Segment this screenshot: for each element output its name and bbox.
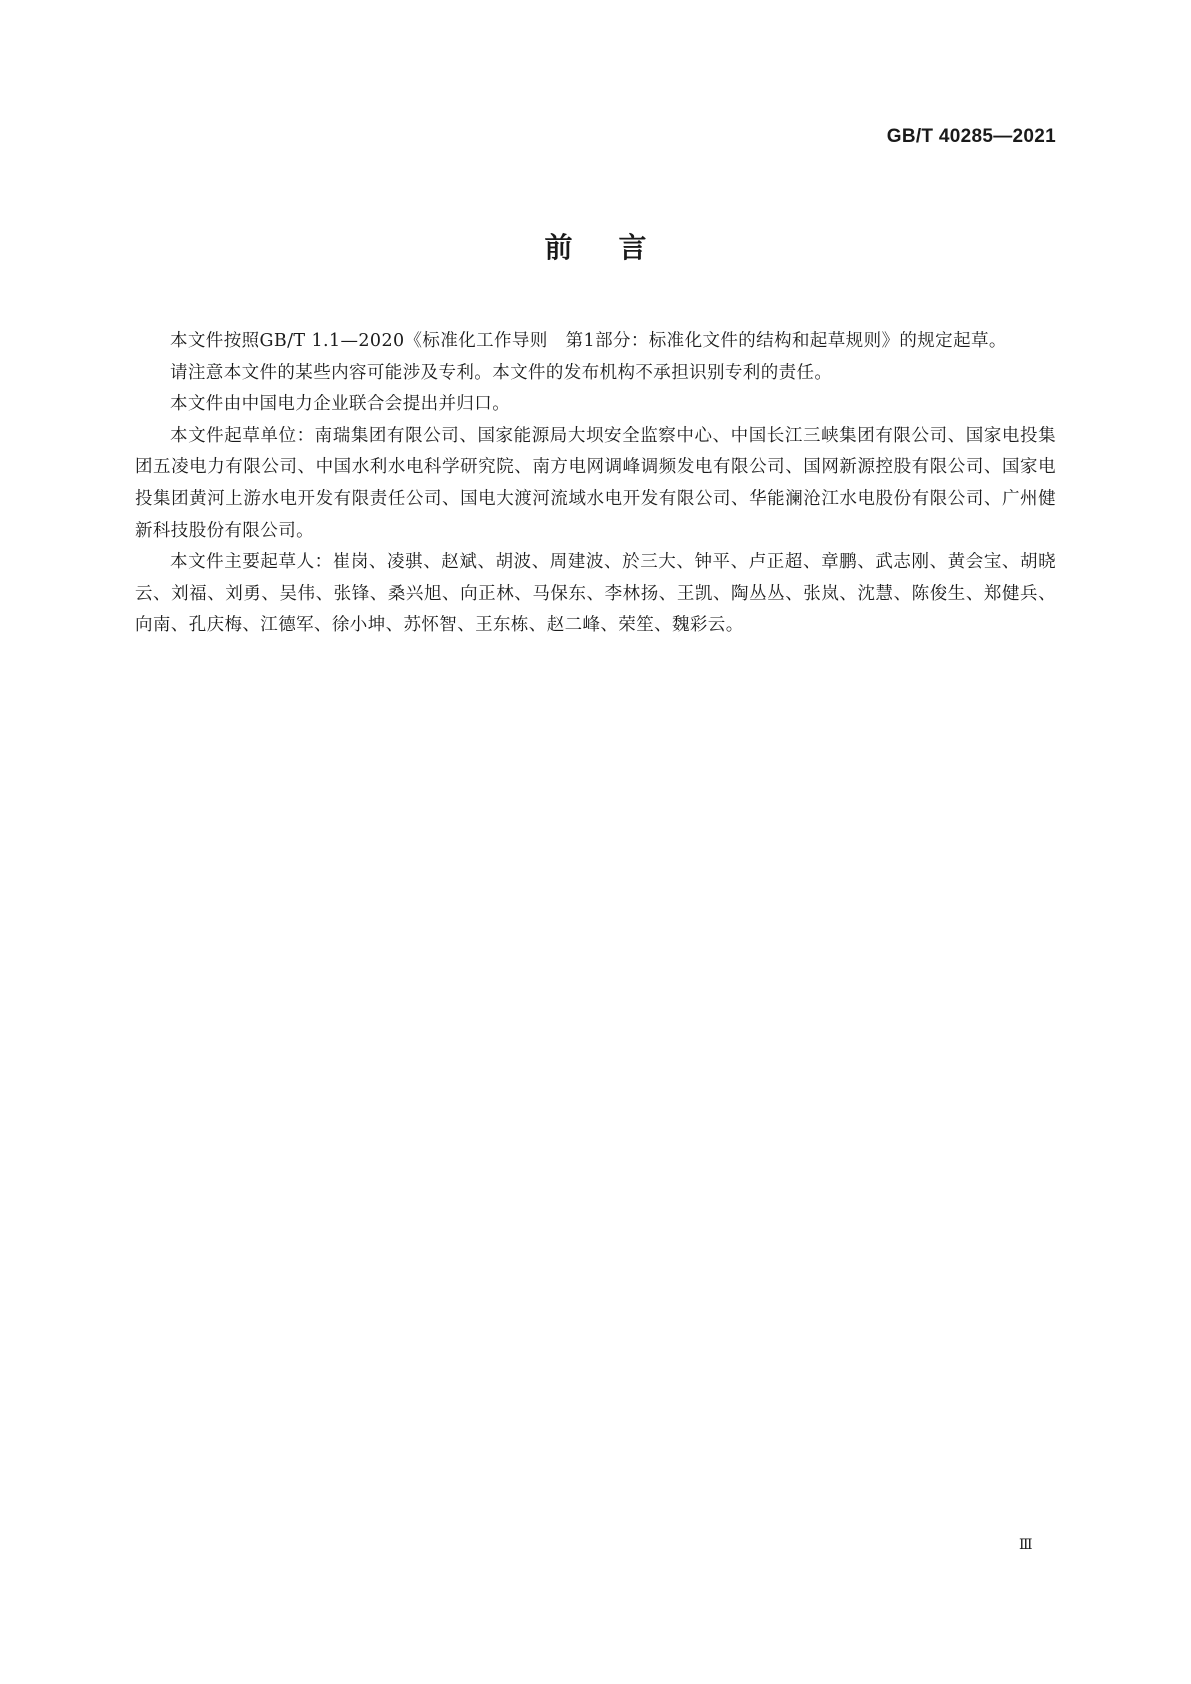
paragraph-drafting-rules: 本文件按照GB/T 1.1—2020《标准化工作导则 第1部分：标准化文件的结构和起草规则》的规定起草。 [170, 331, 1007, 351]
page-number: Ⅲ [1019, 1537, 1033, 1553]
document-body [135, 326, 1056, 642]
page-title: 前言 [544, 231, 693, 264]
paragraph-drafters: 本文件主要起草人：崔岗、凌骐、赵斌、胡波、周建波、於三大、钟平、卢正超、章鹏、武志刚、黄会宝、胡晓云、刘福、刘勇、吴伟、张锋、桑兴旭、向正林、马保东、李林扬、王凯、陶丛丛、张岚、沈慧、陈俊生、郑健兵、向南、孔庆梅、江德军、徐小坤、苏怀智、王东栋、赵二峰、荣笙、魏彩云。 [135, 552, 1056, 636]
paragraph-drafting-units: 本文件起草单位：南瑞集团有限公司、国家能源局大坝安全监察中心、中国长江三峡集团有限公司、国家电投集团五凌电力有限公司、中国水利水电科学研究院、南方电网调峰调频发电有限公司、国网新源控股有限公司、国家电投集团黄河上游水电开发有限责任公司、国电大渡河流域水电开发有限公司、华能澜沧江水电股份有限公司、广州健新科技股份有限公司。 [135, 425, 1056, 541]
paragraph-patent-notice: 请注意本文件的某些内容可能涉及专利。本文件的发布机构不承担识别专利的责任。 [170, 362, 833, 383]
paragraph-proposer: 本文件由中国电力企业联合会提出并归口。 [170, 394, 511, 415]
standard-number: GB/T 40285—2021 [886, 126, 1056, 147]
